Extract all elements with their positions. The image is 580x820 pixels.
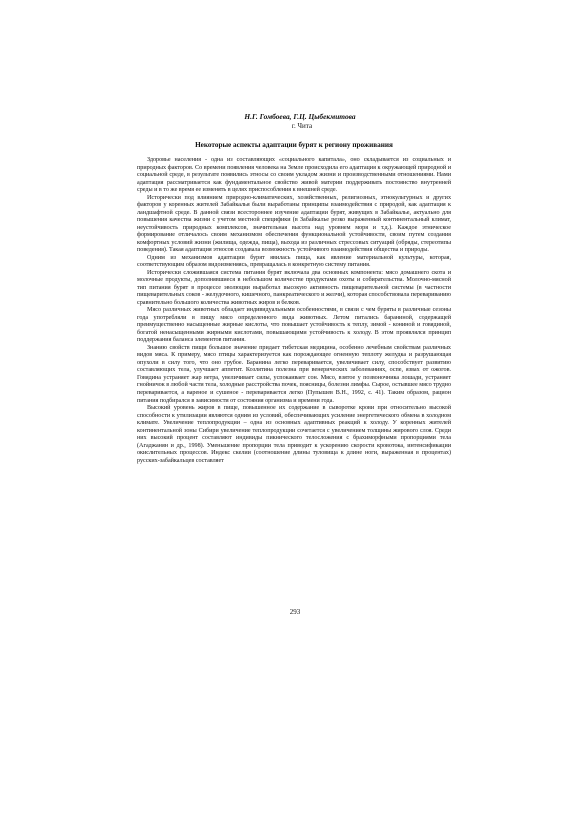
paragraph: Здоровье населения - одна из составляющих «социального капитала», оно складывается из социальных и природных факторов. Со времени появления человека на Земле происходила его адаптация к окружающей природной и социальной среде, в результате появились этносы со своим укладом жизни и производственными отношениями. Нами адаптация рассматривается как фундаментальное свойство живой материи поддерживать постоянство внутренней среды и в то же время ее изменять в целях приспособления к внешней среде.: [137, 157, 451, 194]
paragraph: Высокий уровень жиров в пище, повышенное их содержание в сыворотке крови при относительно высокой способности к утилизации являются одним из условий, обеспечивающих усиление энергетического обмена в холодном климате. Увеличение теплопродукции – одна из основных адаптивных реакций к холоду. У коренных жителей континентальной зоны Сибири увеличение теплопродукции сочетается с увеличением толщины жирового слоя. Среди них высокий процент составляют индивиды пикнического телосложения с брахиморфными пропорциями тела (Агаджанян и др., 1998). Уменьшение пропорции тела приводит к ускорению скорости кровотока, интенсификации окислительных процессов. Индекс скелии (соотношение длины туловища к длине ноги, выраженная в процентах) русских-забайкальцев составляет: [137, 405, 451, 464]
authors: Н.Г. Гомбоева, Г.Ц. Цыбекмитова: [244, 112, 356, 121]
paragraph: Исторически сложившаяся система питания бурят включала два основных компонента: мясо домашнего скота и молочные продукты, дополнявшиеся в небольшом количестве продуктами охоты и собирательства. Молочно-мясной тип питания бурят в процессе эволюции выработал высокую активность пищеварительной системы (в частности пищеварительных соков - желудочного, кишечного, панкреатического и желчи), которая способствовала перевариванию сравнительно большого количества животных жиров и белков.: [137, 269, 451, 306]
city: г. Чита: [291, 122, 313, 130]
paragraph: Одним из механизмов адаптации бурят явилась пища, как явление материальной культуры, которая, соответствующим образом видоизменяясь, превращалась в конкретную систему питания.: [137, 254, 451, 269]
paragraph: Знанию свойств пищи большое значение придает тибетская медицина, особенно лечебным свойствам различных видов мяса. К примеру, мясо птицы характеризуется как порождающее огненную теплоту желудка и разрушающая опухоли в силу того, что оно грубое. Баранина легко переваривается, увеличивает силу, способствует развитию составляющих тела, улучшает аппетит. Козлятина полезна при венерических заболеваниях, оспе, язвах от ожогов. Говядина устраняет жар ветра, увеличивает силы, успокаивает сон. Мясо, взятое у позвоночника лошади, устраняет гнойничок в любой части тела, холодные расстройства почек, поясницы, болезни лимфы. Сырое, остывшее мясо трудно переваривается, а вареное и сушеное - переваривается легко (Пупышев В.Н., 1992, с. 41). Таким образом, рацион питания подбирался в зависимости от состояния организма и времени года.: [137, 344, 451, 404]
page-number: 293: [289, 608, 301, 616]
article-body: [137, 157, 451, 465]
paragraph: Мясо различных животных обладает индивидуальными особенностями, в связи с чем буряты в различные сезоны года употребляли в пищу мясо определенного вида животных. Летом питались бараниной, содержащей преимущественно насыщенные жирные кислоты, что повышает устойчивость к теплу, зимой - кониной и говядиной, богатой ненасыщенными жирными кислотами, повышающими устойчивость к холоду. В этом проявлялся принцип поддержания баланса элементов питания.: [137, 307, 451, 344]
article-title: Некоторые аспекты адаптации бурят к региону проживания: [195, 141, 393, 149]
paragraph: Исторически под влиянием природно-климатических, хозяйственных, религиозных, этнокультурных и других факторов у коренных жителей Забайкалья были выработаны принципы взаимодействия с природой, как адаптация к ландшафтной среде. В данной связи всестороннее изучение адаптации бурят, живущих в Забайкалье, актуально для повышения качества жизни с учетом местной специфики (в Забайкалье резко выраженный континентальный климат, неустойчивость природных комплексов, значительная высота над уровнем моря и т.д.). Каждое этническое формирование отличалось своим механизмом обеспечения функциональной устойчивости, своим путем создания комфортных условий жизни (жилища, одежда, пища), выхода из различных стрессовых ситуаций (обряды, стереотипы поведения). Такая адаптация этносов создавала возможность устойчивого взаимодействия общества и природы.: [137, 194, 451, 254]
